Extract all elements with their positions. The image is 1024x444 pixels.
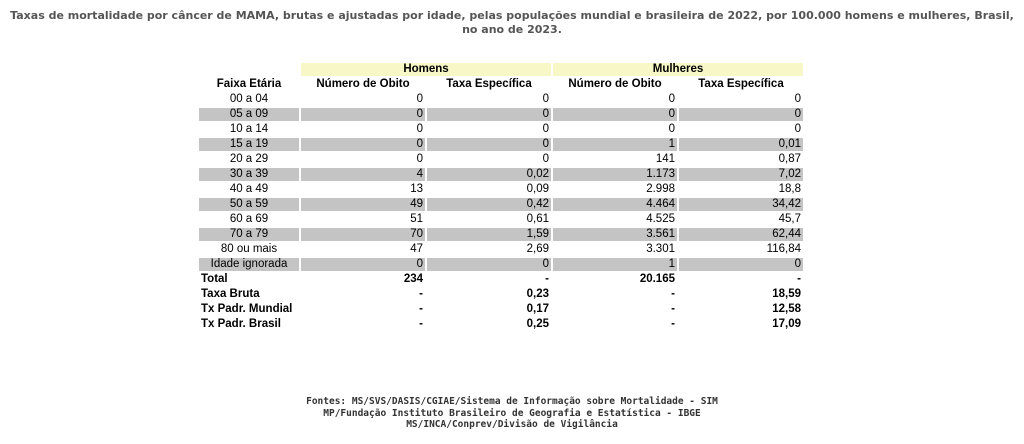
cell-rate-men: 0 xyxy=(542,153,549,165)
cell-age-group: 70 a 79 xyxy=(199,228,299,241)
cell-deaths-men: 49 xyxy=(301,198,425,211)
cell-deaths-men: 70 xyxy=(301,228,425,241)
cell-deaths-women: 3.301 xyxy=(646,243,675,255)
cell-rate-women: 18,8 xyxy=(778,183,801,195)
cell-deaths-women: 1.173 xyxy=(553,168,677,181)
cell-rate-men: - xyxy=(545,273,549,285)
cell-rate-men: 0,42 xyxy=(427,198,551,211)
group-header-blank xyxy=(199,63,299,76)
summary-label: Total xyxy=(201,273,228,285)
cell-deaths-women: 3.561 xyxy=(553,228,677,241)
cell-deaths-women: 1 xyxy=(553,138,677,151)
cell-rate-women: 0 xyxy=(679,108,803,121)
source-line-3: MS/INCA/Conprev/Divisão de Vigilância xyxy=(406,419,618,430)
cell-rate-women: - xyxy=(797,273,801,285)
cell-deaths-women: 0 xyxy=(668,123,675,135)
table-row xyxy=(199,198,803,211)
table-row xyxy=(199,183,803,196)
summary-row xyxy=(199,318,803,331)
summary-row xyxy=(199,273,803,286)
cell-age-group: 60 a 69 xyxy=(229,213,269,225)
cell-deaths-men: 13 xyxy=(410,183,423,195)
column-header-taxa-mulheres: Taxa Específica xyxy=(698,78,784,90)
cell-rate-men: 0,09 xyxy=(526,183,549,195)
cell-age-group: 15 a 19 xyxy=(199,138,299,151)
cell-age-group: 30 a 39 xyxy=(199,168,299,181)
cell-deaths-women: 4.464 xyxy=(553,198,677,211)
column-header-obitos-mulheres: Número de Obito xyxy=(568,78,662,90)
title-line-2: no ano de 2023. xyxy=(462,23,562,36)
table-row xyxy=(199,258,803,271)
cell-rate-men: 0 xyxy=(542,93,549,105)
cell-rate-men: 0 xyxy=(427,258,551,271)
cell-rate-women: 18,59 xyxy=(772,288,801,300)
cell-age-group: 20 a 29 xyxy=(229,153,269,165)
mortality-table xyxy=(197,61,805,333)
summary-label: Tx Padr. Mundial xyxy=(201,303,293,315)
cell-rate-men: 1,59 xyxy=(427,228,551,241)
cell-rate-women: 62,44 xyxy=(679,228,803,241)
cell-deaths-women: - xyxy=(671,318,675,330)
group-header-row xyxy=(199,63,803,76)
cell-rate-women: 0,87 xyxy=(778,153,801,165)
column-header-taxa-homens: Taxa Específica xyxy=(446,78,532,90)
cell-rate-women: 116,84 xyxy=(766,243,801,255)
cell-age-group: 80 ou mais xyxy=(220,243,278,255)
cell-rate-men: 0,02 xyxy=(427,168,551,181)
cell-deaths-men: 0 xyxy=(416,153,423,165)
cell-deaths-women: 1 xyxy=(553,258,677,271)
cell-age-group: 05 a 09 xyxy=(199,108,299,121)
cell-deaths-men: 234 xyxy=(403,273,423,285)
source-line-2: MP/Fundação Instituto Brasileiro de Geografia e Estatística - IBGE xyxy=(323,407,701,419)
cell-deaths-men: - xyxy=(419,303,423,315)
column-header-obitos-homens: Número de Obito xyxy=(316,78,410,90)
table-row xyxy=(199,228,803,241)
cell-rate-women: 12,58 xyxy=(772,303,801,315)
cell-deaths-men: 0 xyxy=(301,108,425,121)
cell-deaths-men: - xyxy=(419,318,423,330)
summary-label: Tx Padr. Brasil xyxy=(201,318,281,330)
cell-rate-women: 34,42 xyxy=(679,198,803,211)
table-row xyxy=(199,138,803,151)
cell-deaths-men: - xyxy=(419,288,423,300)
cell-age-group: 40 a 49 xyxy=(229,183,269,195)
cell-rate-women: 17,09 xyxy=(772,318,801,330)
table-row xyxy=(199,213,803,226)
cell-deaths-women: - xyxy=(671,303,675,315)
cell-deaths-men: 0 xyxy=(301,258,425,271)
page-title xyxy=(0,9,1024,37)
cell-deaths-men: 0 xyxy=(416,93,423,105)
cell-rate-men: 0 xyxy=(542,123,549,135)
table-row xyxy=(199,168,803,181)
table-row xyxy=(199,243,803,256)
cell-deaths-men: 47 xyxy=(410,243,423,255)
column-header-faixa-etaria: Faixa Etária xyxy=(216,78,282,90)
cell-rate-men: 0,17 xyxy=(526,303,549,315)
cell-rate-women: 45,7 xyxy=(778,213,801,225)
cell-rate-women: 0 xyxy=(679,258,803,271)
cell-rate-women: 7,02 xyxy=(679,168,803,181)
cell-age-group: 10 a 14 xyxy=(229,123,269,135)
sources-footer xyxy=(0,396,1024,431)
cell-deaths-men: 4 xyxy=(301,168,425,181)
cell-deaths-men: 51 xyxy=(410,213,423,225)
table-row xyxy=(199,93,803,106)
summary-row xyxy=(199,303,803,316)
group-header-mulheres: Mulheres xyxy=(553,63,803,76)
title-line-1: Taxas de mortalidade por câncer de MAMA, brutas e ajustadas por idade, pelas populações mundial e brasileira de 2022, por 100.000 homens e mulheres, Brasil, xyxy=(10,9,1014,22)
cell-deaths-women: 2.998 xyxy=(646,183,675,195)
cell-rate-men: 0 xyxy=(427,138,551,151)
cell-rate-men: 0 xyxy=(427,108,551,121)
cell-rate-women: 0 xyxy=(794,123,801,135)
column-header-row xyxy=(199,78,803,91)
cell-deaths-women: 20.165 xyxy=(639,273,675,285)
cell-deaths-women: 0 xyxy=(668,93,675,105)
cell-rate-men: 0,23 xyxy=(526,288,549,300)
group-header-homens: Homens xyxy=(301,63,551,76)
cell-rate-men: 0,25 xyxy=(526,318,549,330)
cell-rate-men: 0,61 xyxy=(526,213,549,225)
table-row xyxy=(199,123,803,136)
summary-label: Taxa Bruta xyxy=(201,288,260,300)
cell-rate-men: 2,69 xyxy=(526,243,549,255)
cell-rate-women: 0,01 xyxy=(679,138,803,151)
cell-rate-women: 0 xyxy=(794,93,801,105)
source-line-1: Fontes: MS/SVS/DASIS/CGIAE/Sistema de Informação sobre Mortalidade - SIM xyxy=(306,396,718,407)
summary-row xyxy=(199,288,803,301)
cell-deaths-women: 0 xyxy=(553,108,677,121)
cell-deaths-women: 4.525 xyxy=(646,213,675,225)
cell-deaths-women: 141 xyxy=(655,153,675,165)
table-row xyxy=(199,153,803,166)
cell-deaths-women: - xyxy=(671,288,675,300)
cell-deaths-men: 0 xyxy=(416,123,423,135)
cell-deaths-men: 0 xyxy=(301,138,425,151)
cell-age-group: 50 a 59 xyxy=(199,198,299,211)
cell-age-group: Idade ignorada xyxy=(199,258,299,271)
cell-age-group: 00 a 04 xyxy=(229,93,269,105)
table-row xyxy=(199,108,803,121)
